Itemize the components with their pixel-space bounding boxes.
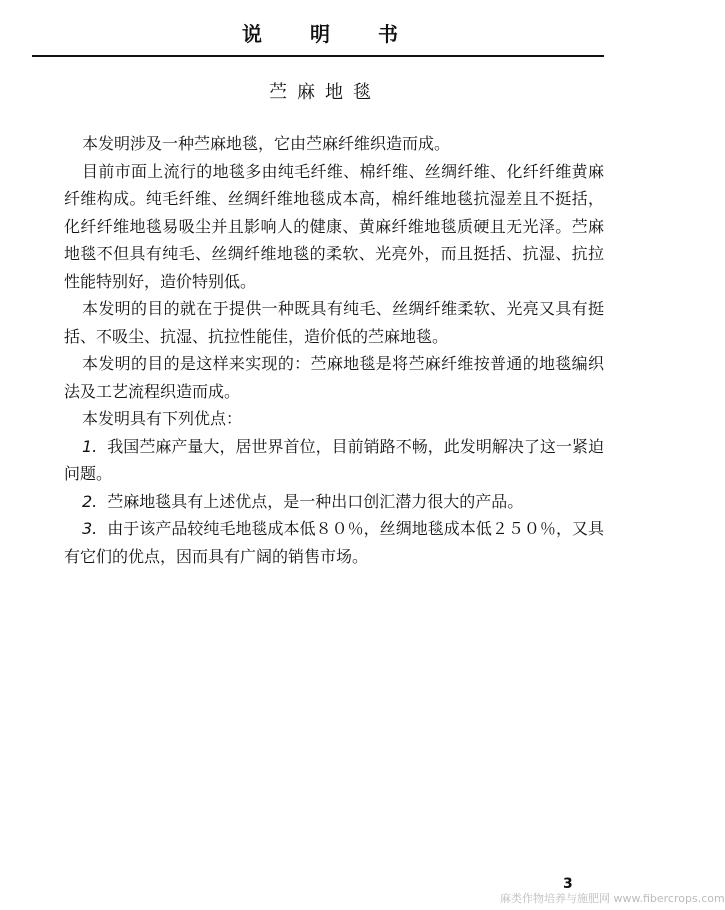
paragraph: 目前市面上流行的地毯多由纯毛纤维、棉纤维、丝绸纤维、化纤纤维黄麻纤维构成。纯毛纤维、丝绸纤维地毯成本高，棉纤维地毯抗湿差且不挺括，化纤纤维地毯易吸尘并且影响人的健康、黄麻纤维地毯质硬且无光泽。苎麻地毯不但具有纯毛、丝绸纤维地毯的柔软、光亮外，而且挺括、抗湿、抗拉性能特别好，造价特别低。 [64,161,604,291]
paragraph: 本发明具有下列优点： [82,409,243,428]
paragraph: 本发明的目的就在于提供一种既具有纯毛、丝绸纤维柔软、光亮又具有挺括、不吸尘、抗湿、抗拉性能佳，造价低的苎麻地毯。 [64,299,604,346]
advantage-text: 我国苎麻产量大，居世界首位，目前销路不畅，此发明解决了这一紧迫问题。 [64,436,604,483]
advantage-number: 3. [82,519,98,538]
document-title: 苎麻地毯 [269,82,381,103]
header-rule [32,55,604,57]
advantage-item [64,515,604,570]
header-title: 说明书 [242,22,446,46]
advantage-item [64,433,604,488]
page-number: 3 [563,876,573,892]
paragraph: 本发明的目的是这样来实现的：苎麻地毯是将苎麻纤维按普通的地毯编织法及工艺流程织造而成。 [64,354,604,401]
advantage-text: 由于该产品较纯毛地毯成本低８０％，丝绸地毯成本低２５０％，又具有它们的优点，因而具有广阔的销售市场。 [64,519,604,566]
advantage-number: 2. [82,491,98,511]
advantage-item [64,488,604,516]
document-body [64,130,604,570]
advantage-number: 1. [82,436,98,456]
paragraph: 本发明涉及一种苎麻地毯，它由苎麻纤维织造而成。 [82,134,451,153]
watermark: 麻类作物培养与施肥网 www.fibercrops.com [500,892,725,905]
advantage-text: 苎麻地毯具有上述优点，是一种出口创汇潜力很大的产品。 [107,491,524,511]
